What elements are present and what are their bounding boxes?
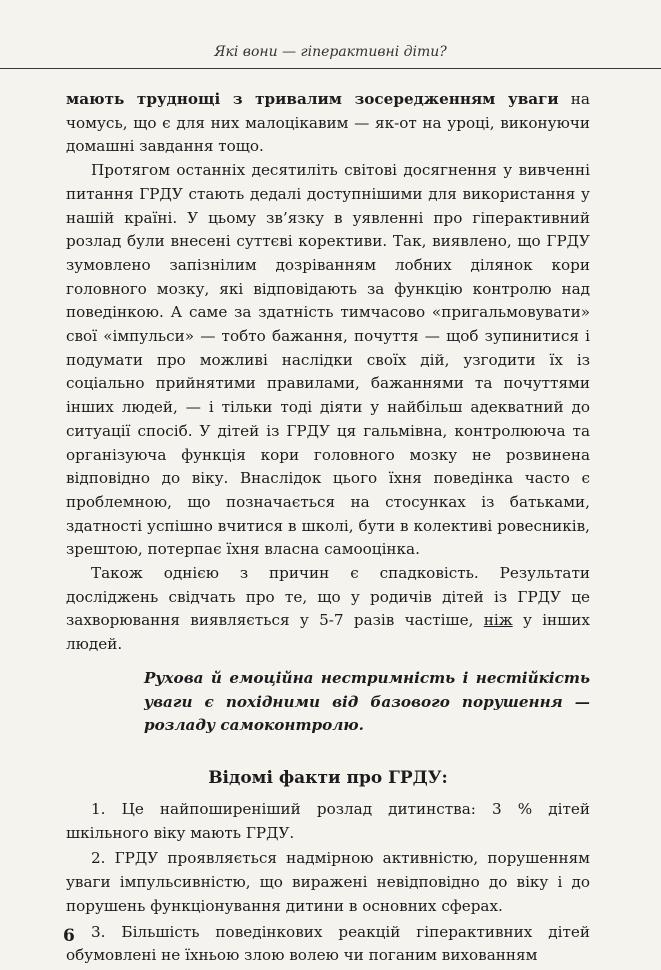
header-rule — [0, 68, 661, 69]
paragraph-1-rest: на чомусь, що є для них малоцікавим — як-от на уроці, виконуючи домашні завдання тощо. — [66, 90, 590, 156]
page-number: 6 — [63, 926, 75, 946]
paragraph-3-start: Також однією з причин є спадковість. Результати досліджень свідчать про те, що у родичів дітей із ГРДУ це захворювання виявляється у 5-7 разів частіше, — [66, 564, 590, 630]
paragraph-2: Протягом останніх десятиліть світові досягнення у вивченні питання ГРДУ стають дедалі доступнішими для використання у нашій країні. У цьому зв’язку в уявленні про гіперактивний розлад були внесені суттєві корективи. Так, виявлено, що ГРДУ зумовлено запізнілим дозріванням лобних ділянок кори головного мозку, які відповідають за функцію контролю над поведінкою. А саме за здатність тимчасово «пригальмовувати» свої «імпульси» — тобто бажання, почуття — щоб зупинитися і подумати про можливі наслідки своїх дій, узгодити їх із соціально прийнятими правилами, бажаннями та почуттями інших людей, — і тільки тоді діяти у найбільш адекватний до ситуації спосіб. У дітей із ГРДУ ця гальмівна, контролююча та організуюча функція кори головного мозку не розвинена відповідно до віку. Внаслідок цього їхня поведінка часто є проблемною, що позначається на стосунках із батьками, здатності успішно вчитися в школі, бути в колективі ровесників, зрештою, потерпає їхня власна самооцінка. — [66, 161, 590, 559]
paragraph-3-underlined: ніж — [483, 611, 513, 630]
running-head: Які вони — гіперактивні діти? — [214, 44, 447, 60]
callout-text: Рухова й емоційна нестримність і нестійкість уваги є похідними від базового порушення — розладу самоконтролю. — [144, 668, 590, 735]
callout-quote — [144, 667, 590, 738]
fact-item-1: 1. Це найпоширеніший розлад дитинства: 3 % дітей шкільного віку мають ГРДУ. — [66, 799, 590, 842]
fact-item-2: 2. ГРДУ проявляється надмірною активністю, порушенням уваги імпульсивністю, що виражені невідповідно до віку і до порушень функціонування дитини в основних сферах. — [66, 849, 590, 915]
paragraph-1-bold: мають труднощі з тривалим зосередженням уваги — [66, 90, 559, 108]
main-text — [66, 88, 590, 968]
fact-item-3: 3. Більшість поведінкових реакцій гіперактивних дітей обумовлені не їхньою злою волею чи поганим вихованням — [66, 922, 590, 965]
section-title: Відомі факти про ГРДУ: — [208, 767, 448, 788]
paragraph-1 — [66, 88, 590, 159]
paragraph-3 — [66, 562, 590, 657]
paragraph-3-end: у інших людей. — [66, 611, 590, 654]
